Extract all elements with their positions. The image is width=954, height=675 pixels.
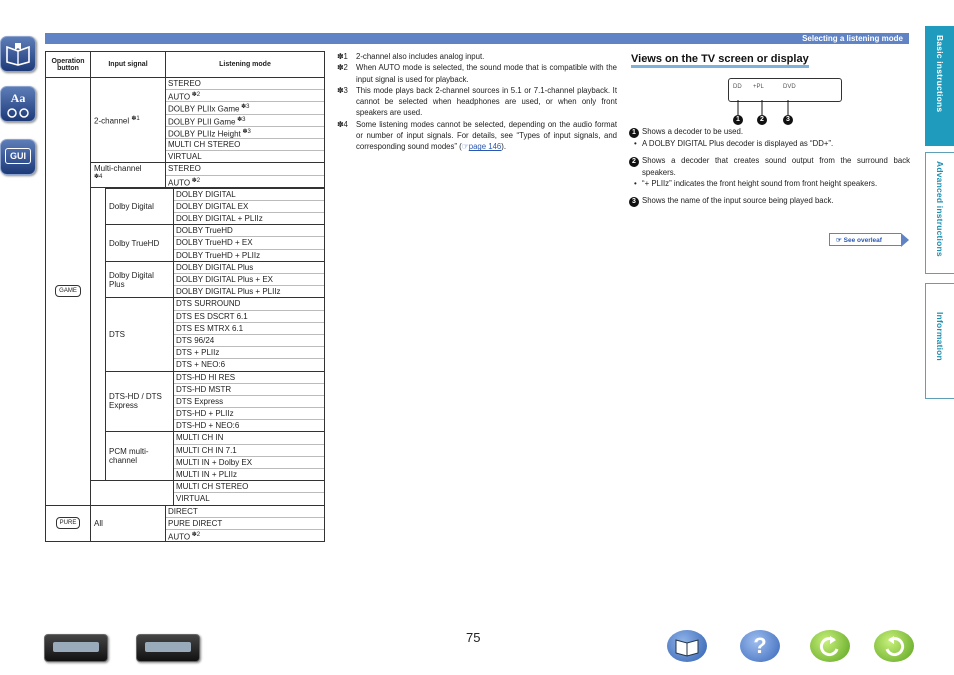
view-item-2: 2 Shows a decoder that creates sound output from the surround back speakers. <box>629 155 910 178</box>
view-item-1-bullet: • A DOLBY DIGITAL Plus decoder is displayed as “DD+”. <box>634 139 834 148</box>
callout-3: 3 <box>783 115 793 125</box>
mode-item: DOLBY PLIIz Height $^{✽3}$ <box>166 127 324 139</box>
game-button[interactable]: GAME <box>55 285 81 297</box>
pure-button[interactable]: PURE <box>56 517 81 529</box>
input-group-name: DTS-HD / DTS Express <box>106 371 174 432</box>
view-item-3: 3 Shows the name of the input source being played back. <box>629 195 910 207</box>
mode-item: DOLBY DIGITAL Plus + PLIIz <box>176 287 281 297</box>
section-header-bar <box>45 33 909 44</box>
input-group-name: Dolby Digital Plus <box>106 261 174 298</box>
page-146-link[interactable]: page 146 <box>468 142 502 152</box>
mode-item: DTS SURROUND <box>174 298 324 310</box>
modes-2channel <box>166 78 325 163</box>
note-4: ✽4 Some listening modes cannot be selected, depending on the audio format or number of input signals. For details, see “Types of input signals, and corresponding sound modes” (☞page 146). <box>337 119 617 152</box>
mode-item: MULTI CH STEREO <box>166 139 324 151</box>
book-icon[interactable] <box>0 36 36 72</box>
group-modes <box>174 432 325 481</box>
mode-item: DTS-HD HI RES <box>174 372 324 384</box>
note-3: ✽3 This mode plays back 2-channel sources in 5.1 or 7.1-channel playback. It cannot be selected when headphones are used, or when only front speakers are used. <box>337 85 617 118</box>
display-source: DVD <box>783 84 796 90</box>
group-modes <box>174 298 325 371</box>
note-2: ✽2 When AUTO mode is selected, the sound mode that is compatible with the input signal is used for playback. <box>337 63 617 84</box>
indent-cell <box>91 298 106 371</box>
mode-item: AUTO $^{✽2}$ <box>168 177 201 188</box>
input-group-name: DTS <box>106 298 174 371</box>
display-decoder: DD <box>733 84 742 90</box>
see-overleaf-button[interactable]: ☞ See overleaf <box>829 233 901 246</box>
mode-item: VIRTUAL <box>176 494 210 504</box>
input-group-name: PCM multi-channel <box>106 432 174 481</box>
mode-item: DTS-HD + PLIIz <box>174 408 324 420</box>
indent-cell <box>91 371 106 432</box>
indent-cell <box>91 188 106 225</box>
mode-item: DOLBY PLIIx Game $^{✽3}$ <box>166 102 324 114</box>
font-size-icon[interactable]: Aa <box>0 86 36 122</box>
modes-all <box>166 505 325 542</box>
group-modes <box>174 188 325 225</box>
mode-item: DTS Express <box>174 396 324 408</box>
footnotes <box>337 51 617 153</box>
note-1: ✽1 2-channel also includes analog input. <box>337 52 485 61</box>
mode-item: DOLBY DIGITAL <box>174 189 324 201</box>
callout-2: 2 <box>757 115 767 125</box>
header-input-signal: Input signal <box>91 52 166 78</box>
modes-multichannel-top <box>166 163 325 187</box>
page-number: 75 <box>466 630 481 645</box>
mode-item: STEREO <box>166 163 324 175</box>
mode-item: DTS + NEO:6 <box>176 360 226 370</box>
mode-item: DOLBY PLII Game $^{✽3}$ <box>166 115 324 127</box>
mode-item: MULTI CH STEREO <box>174 481 324 493</box>
tab-information[interactable]: Information <box>925 283 954 399</box>
mode-item: AUTO $^{✽2}$ <box>166 90 324 102</box>
mode-item: AUTO $^{✽2}$ <box>168 531 201 542</box>
mode-item: DTS + PLIIz <box>174 347 324 359</box>
mode-item: VIRTUAL <box>168 152 202 162</box>
front-display <box>728 78 842 102</box>
callout-1: 1 <box>733 115 743 125</box>
tab-basic-instructions[interactable]: Basic instructions <box>925 26 954 146</box>
input-multichannel: Multi-channel $^{✽4}$ <box>91 163 166 187</box>
back-arrow-icon[interactable] <box>810 630 850 662</box>
input-2channel: 2-channel $^{✽1}$ <box>91 78 166 163</box>
indent-cell <box>91 261 106 298</box>
mode-item: DOLBY DIGITAL Plus <box>174 262 324 274</box>
mode-item: STEREO <box>166 78 324 90</box>
group-modes <box>174 481 325 505</box>
mode-item: DOLBY DIGITAL Plus + EX <box>174 274 324 286</box>
input-group-name: Dolby Digital <box>106 188 174 225</box>
mode-item: DTS-HD MSTR <box>174 384 324 396</box>
contents-book-icon[interactable] <box>667 630 707 662</box>
view-item-1: 1 Shows a decoder to be used. <box>629 126 910 138</box>
mode-item: DOLBY DIGITAL EX <box>174 201 324 213</box>
indent-cell <box>91 432 106 481</box>
help-question-icon[interactable]: ? <box>740 630 780 662</box>
mode-item: DTS ES DSCRT 6.1 <box>174 311 324 323</box>
mode-item: DOLBY DIGITAL + PLIIz <box>176 214 263 224</box>
input-all: All <box>91 505 166 542</box>
display-surround: +PL <box>753 84 764 90</box>
pointing-hand-icon: ☞ <box>836 237 842 244</box>
game-button-cell <box>46 78 91 506</box>
forward-arrow-icon[interactable] <box>874 630 914 662</box>
mode-item: MULTI CH IN 7.1 <box>174 445 324 457</box>
mode-item: DOLBY TrueHD <box>174 225 324 237</box>
section-title: Selecting a listening mode <box>802 34 903 43</box>
link-icon: ☞ <box>461 142 469 152</box>
views-description <box>629 126 910 207</box>
group-modes <box>174 371 325 432</box>
input-group-name: Dolby TrueHD <box>106 225 174 262</box>
listening-mode-table <box>45 51 325 542</box>
mode-item: MULTI IN + Dolby EX <box>174 457 324 469</box>
receiver-front-icon[interactable] <box>44 634 108 662</box>
indent-cell <box>91 225 106 262</box>
mode-item: DOLBY TrueHD + PLIIz <box>176 250 261 260</box>
mode-item: MULTI IN + PLIIz <box>176 470 237 479</box>
mode-item: PURE DIRECT <box>166 518 324 530</box>
group-modes <box>174 225 325 262</box>
pure-button-cell <box>46 505 91 542</box>
mode-item: MULTI CH IN <box>174 432 324 444</box>
gui-icon[interactable]: GUI <box>0 139 36 175</box>
mode-item: DIRECT <box>166 506 324 518</box>
mode-item: DTS ES MTRX 6.1 <box>174 323 324 335</box>
mode-item: DTS-HD + NEO:6 <box>176 421 240 431</box>
mode-item: DTS 96/24 <box>174 335 324 347</box>
multichannel-groups <box>91 187 325 505</box>
empty-cell <box>91 481 174 505</box>
remote-control-icon[interactable] <box>136 634 200 662</box>
group-modes <box>174 261 325 298</box>
views-title: Views on the TV screen or display <box>631 53 809 68</box>
multichannel-subtable <box>91 188 324 505</box>
view-item-2-bullet: • “+ PLIIz” indicates the front height sound from front height speakers. <box>634 178 878 188</box>
tab-advanced-instructions[interactable]: Advanced instructions <box>925 152 954 274</box>
header-operation-button: Operation button <box>46 52 91 78</box>
header-listening-mode: Listening mode <box>166 52 325 78</box>
mode-item: DOLBY TrueHD + EX <box>174 237 324 249</box>
